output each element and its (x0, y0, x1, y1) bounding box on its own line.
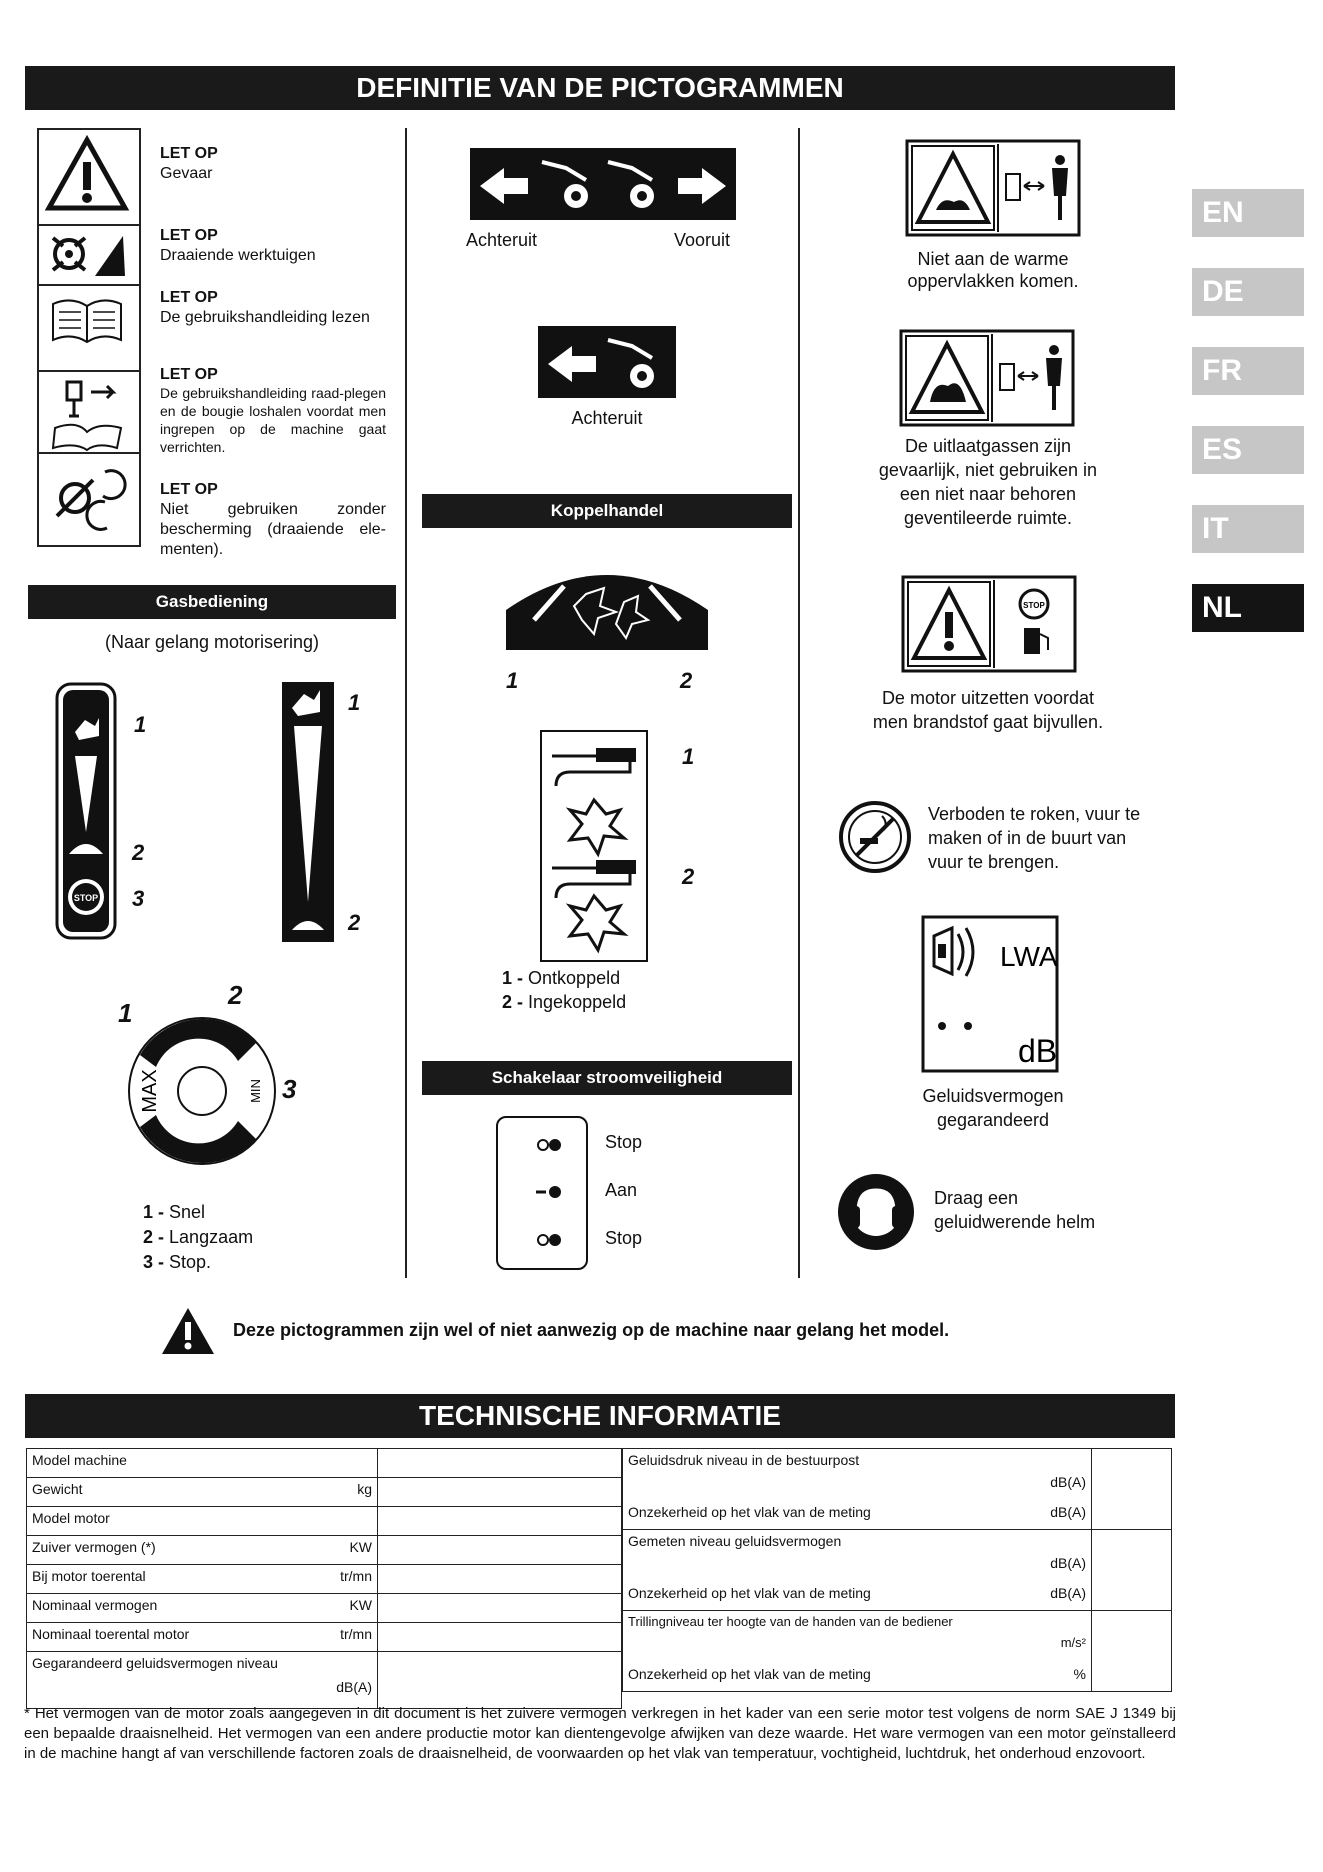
warning-title: LET OP (160, 366, 218, 383)
row-unit: % (1073, 1666, 1086, 1682)
row-unit: KW (349, 1597, 372, 1613)
throttle-subtitle: (Naar gelang motorisering) (104, 632, 320, 652)
row-label: Nominaal vermogen (32, 1597, 158, 1613)
clutch-section-title: Koppelhandel (422, 494, 792, 528)
lang-tab-de[interactable]: DE (1192, 268, 1304, 316)
row-label: Nominaal toerental motor (32, 1626, 190, 1642)
warning-text: De gebruikshandleiding raad-plegen en de bougie loshalen voordat men ingrepen op de machine gaat verrichten. (160, 385, 386, 455)
legend-text: Ontkoppeld (528, 968, 621, 988)
row-unit: KW (349, 1539, 372, 1555)
hot-surface-text: Niet aan de warme oppervlakken komen. (907, 249, 1079, 291)
tech-table-left (26, 1448, 622, 1709)
dial-number-1: 1 (118, 998, 133, 1028)
forward-label: Vooruit (674, 230, 731, 250)
warning-item (160, 226, 386, 266)
lang-tab-fr[interactable]: FR (1192, 347, 1304, 395)
value-cell (1092, 1611, 1172, 1692)
legend-text: Stop. (169, 1252, 212, 1272)
warning-title: LET OP (160, 145, 218, 162)
value-cell (378, 1594, 622, 1623)
row-label: Model machine (32, 1452, 127, 1468)
column-divider (405, 128, 407, 1278)
lever2-number-2: 2 (348, 910, 361, 935)
row-unit: dB(A) (336, 1679, 372, 1695)
legend-number: 2 - (143, 1227, 165, 1247)
row-label: Onzekerheid op het vlak van de meting (628, 1504, 871, 1520)
warning-triangle-icon (160, 1306, 216, 1356)
legend-text: Ingekoppeld (528, 992, 627, 1012)
spark-plug-manual-icon (47, 376, 127, 454)
legend-text: Snel (169, 1202, 206, 1222)
value-cell (1092, 1530, 1172, 1611)
throttle-lever-icon (55, 682, 119, 942)
lever1-number-3: 3 (132, 886, 145, 911)
legend-number: 3 - (143, 1252, 165, 1272)
no-smoking-text: Verboden te roken, vuur te maken of in de buurt van vuur te brengen. (928, 804, 1141, 872)
stop-label: STOP (73, 893, 99, 903)
clutch-legend (502, 966, 626, 1014)
legend-text: Langzaam (169, 1227, 254, 1247)
row-unit: tr/mn (340, 1626, 372, 1642)
footnote: * Het vermogen van de motor zoals aangegeven in dit document is het zuivere vermogen verkregen in het kader van een serie motor test volgens de norm SAE J 1349 bij een bepaalde draaisnelheid. Het vermogen van een andere productie motor kan dientengevolge afwijken van deze waarde. Het ware vermogen van een motor geïnstalleerd in de machine hangt af van verschillende factoren zoals de draaisnelheid, de voorwaarden op het vlak van temperatuur, vochtigheid, luchtdruk, het onderhoud enzovoort. (24, 1705, 1176, 1762)
row-label: Onzekerheid op het vlak van de meting (628, 1666, 871, 1682)
dial-number-3: 3 (282, 1074, 297, 1104)
table-row (27, 1536, 622, 1565)
warning-text: Draaiende werktuigen (160, 247, 316, 264)
value-cell (378, 1565, 622, 1594)
row-label: Zuiver vermogen (*) (32, 1539, 156, 1555)
row-unit: dB(A) (1050, 1585, 1086, 1601)
table-row (27, 1594, 622, 1623)
page-title: DEFINITIE VAN DE PICTOGRAMMEN (25, 66, 1175, 110)
row-label: Trillingniveau ter hoogte van de handen van de bediener (628, 1614, 953, 1629)
warning-item (160, 288, 386, 328)
table-row (27, 1449, 622, 1478)
dial-min-label: MIN (248, 1079, 263, 1103)
sound-power-icon (922, 916, 1058, 1072)
row-unit: dB(A) (1050, 1504, 1086, 1520)
switch-state-stop: Stop (605, 1132, 643, 1152)
clutch-panel-number-1: 1 (506, 668, 519, 693)
warning-text: Gevaar (160, 165, 213, 182)
db-label: dB (1018, 1033, 1058, 1069)
row-label: Gewicht (32, 1481, 83, 1497)
row-label: Gemeten niveau geluidsvermogen (628, 1533, 842, 1549)
throttle-dial-icon (126, 1015, 278, 1167)
warning-text: Niet gebruiken zonder bescherming (draaiende ele-menten). (160, 501, 386, 558)
row-unit: kg (357, 1481, 372, 1497)
table-row (27, 1652, 622, 1709)
row-unit: m/s² (1060, 1635, 1086, 1650)
table-row (623, 1530, 1172, 1611)
warning-text: De gebruikshandleiding lezen (160, 309, 370, 326)
safety-switch-icon (496, 1116, 588, 1270)
manual-book-icon (47, 296, 127, 346)
warning-triangle-icon (45, 134, 129, 214)
lang-tab-it[interactable]: IT (1192, 505, 1304, 553)
lever2-number-1: 1 (348, 690, 361, 715)
value-cell (378, 1536, 622, 1565)
table-row (27, 1507, 622, 1536)
warning-item (160, 144, 386, 184)
reverse-only-label: Achteruit (571, 408, 643, 428)
dial-number-2: 2 (228, 980, 243, 1010)
row-label: Bij motor toerental (32, 1568, 146, 1584)
value-cell (378, 1507, 622, 1536)
exhaust-gas-text: De uitlaatgassen zijn gevaarlijk, niet gebruiken in een niet naar behoren geventileerde ruimte. (878, 436, 1098, 528)
table-row (27, 1478, 622, 1507)
dial-max-label: MAX (139, 1069, 161, 1113)
warning-title: LET OP (160, 289, 218, 306)
table-row (27, 1565, 622, 1594)
clutch-detail-number-1: 1 (682, 744, 695, 769)
column-divider (798, 128, 800, 1278)
lever1-number-2: 2 (132, 840, 145, 865)
switch-state-on: Aan (605, 1180, 638, 1200)
refuel-stop-engine-icon (902, 576, 1076, 672)
clutch-detail-icon (540, 730, 648, 962)
safety-switch-section-title: Schakelaar stroomveiligheid (422, 1061, 792, 1095)
ear-protection-icon (836, 1172, 916, 1252)
throttle-legend (143, 1200, 253, 1275)
value-cell (378, 1623, 622, 1652)
no-guard-rotating-icon (47, 462, 127, 534)
legend-number: 2 - (502, 992, 524, 1012)
lang-tab-es[interactable]: ES (1192, 426, 1304, 474)
table-row (623, 1449, 1172, 1530)
no-smoking-icon (838, 800, 912, 874)
clutch-detail-number-2: 2 (682, 864, 695, 889)
row-unit: dB(A) (1050, 1474, 1086, 1490)
pictogram-note: Deze pictogrammen zijn wel of niet aanwezig op de machine naar gelang het model. (233, 1320, 950, 1340)
throttle-lever-slim-icon (280, 680, 336, 944)
legend-number: 1 - (143, 1202, 165, 1222)
row-label: Onzekerheid op het vlak van de meting (628, 1585, 871, 1601)
value-cell (1092, 1449, 1172, 1530)
rotating-tools-icon (45, 226, 129, 282)
clutch-panel-number-2: 2 (680, 668, 693, 693)
ear-protection-text: Draag een geluidwerende helm (934, 1188, 1096, 1232)
reverse-label: Achteruit (466, 230, 538, 250)
row-unit: tr/mn (340, 1568, 372, 1584)
warning-item (160, 480, 386, 560)
legend-number: 1 - (502, 968, 524, 988)
lwa-label: LWA (1000, 941, 1058, 972)
lang-tab-en[interactable]: EN (1192, 189, 1304, 237)
value-cell (378, 1652, 622, 1709)
table-row (623, 1611, 1172, 1692)
lang-tab-nl[interactable]: NL (1192, 584, 1304, 632)
row-label: Gegarandeerd geluidsvermogen niveau (32, 1655, 278, 1671)
row-label: Model motor (32, 1510, 110, 1526)
hot-surface-icon (906, 140, 1080, 236)
fuel-stop-label: STOP (1023, 601, 1045, 610)
tech-info-title: TECHNISCHE INFORMATIE (25, 1394, 1175, 1438)
throttle-section-title: Gasbediening (28, 585, 396, 619)
row-unit: dB(A) (1050, 1555, 1086, 1571)
clutch-panel-icon (504, 560, 710, 652)
warning-title: LET OP (160, 481, 218, 498)
table-row (27, 1623, 622, 1652)
tech-table-right (622, 1448, 1172, 1692)
forward-reverse-icon (470, 148, 736, 220)
warning-title: LET OP (160, 227, 218, 244)
exhaust-gas-icon (900, 330, 1074, 426)
warning-item (160, 366, 386, 456)
sound-power-text: Geluidsvermogen gegarandeerd (922, 1086, 1064, 1130)
row-label: Geluidsdruk niveau in de bestuurpost (628, 1452, 860, 1468)
refuel-text: De motor uitzetten voordat men brandstof gaat bijvullen. (872, 688, 1104, 732)
value-cell (378, 1478, 622, 1507)
switch-state-stop: Stop (605, 1228, 643, 1248)
lever1-number-1: 1 (134, 712, 147, 737)
value-cell (378, 1449, 622, 1478)
reverse-only-icon (538, 326, 676, 398)
